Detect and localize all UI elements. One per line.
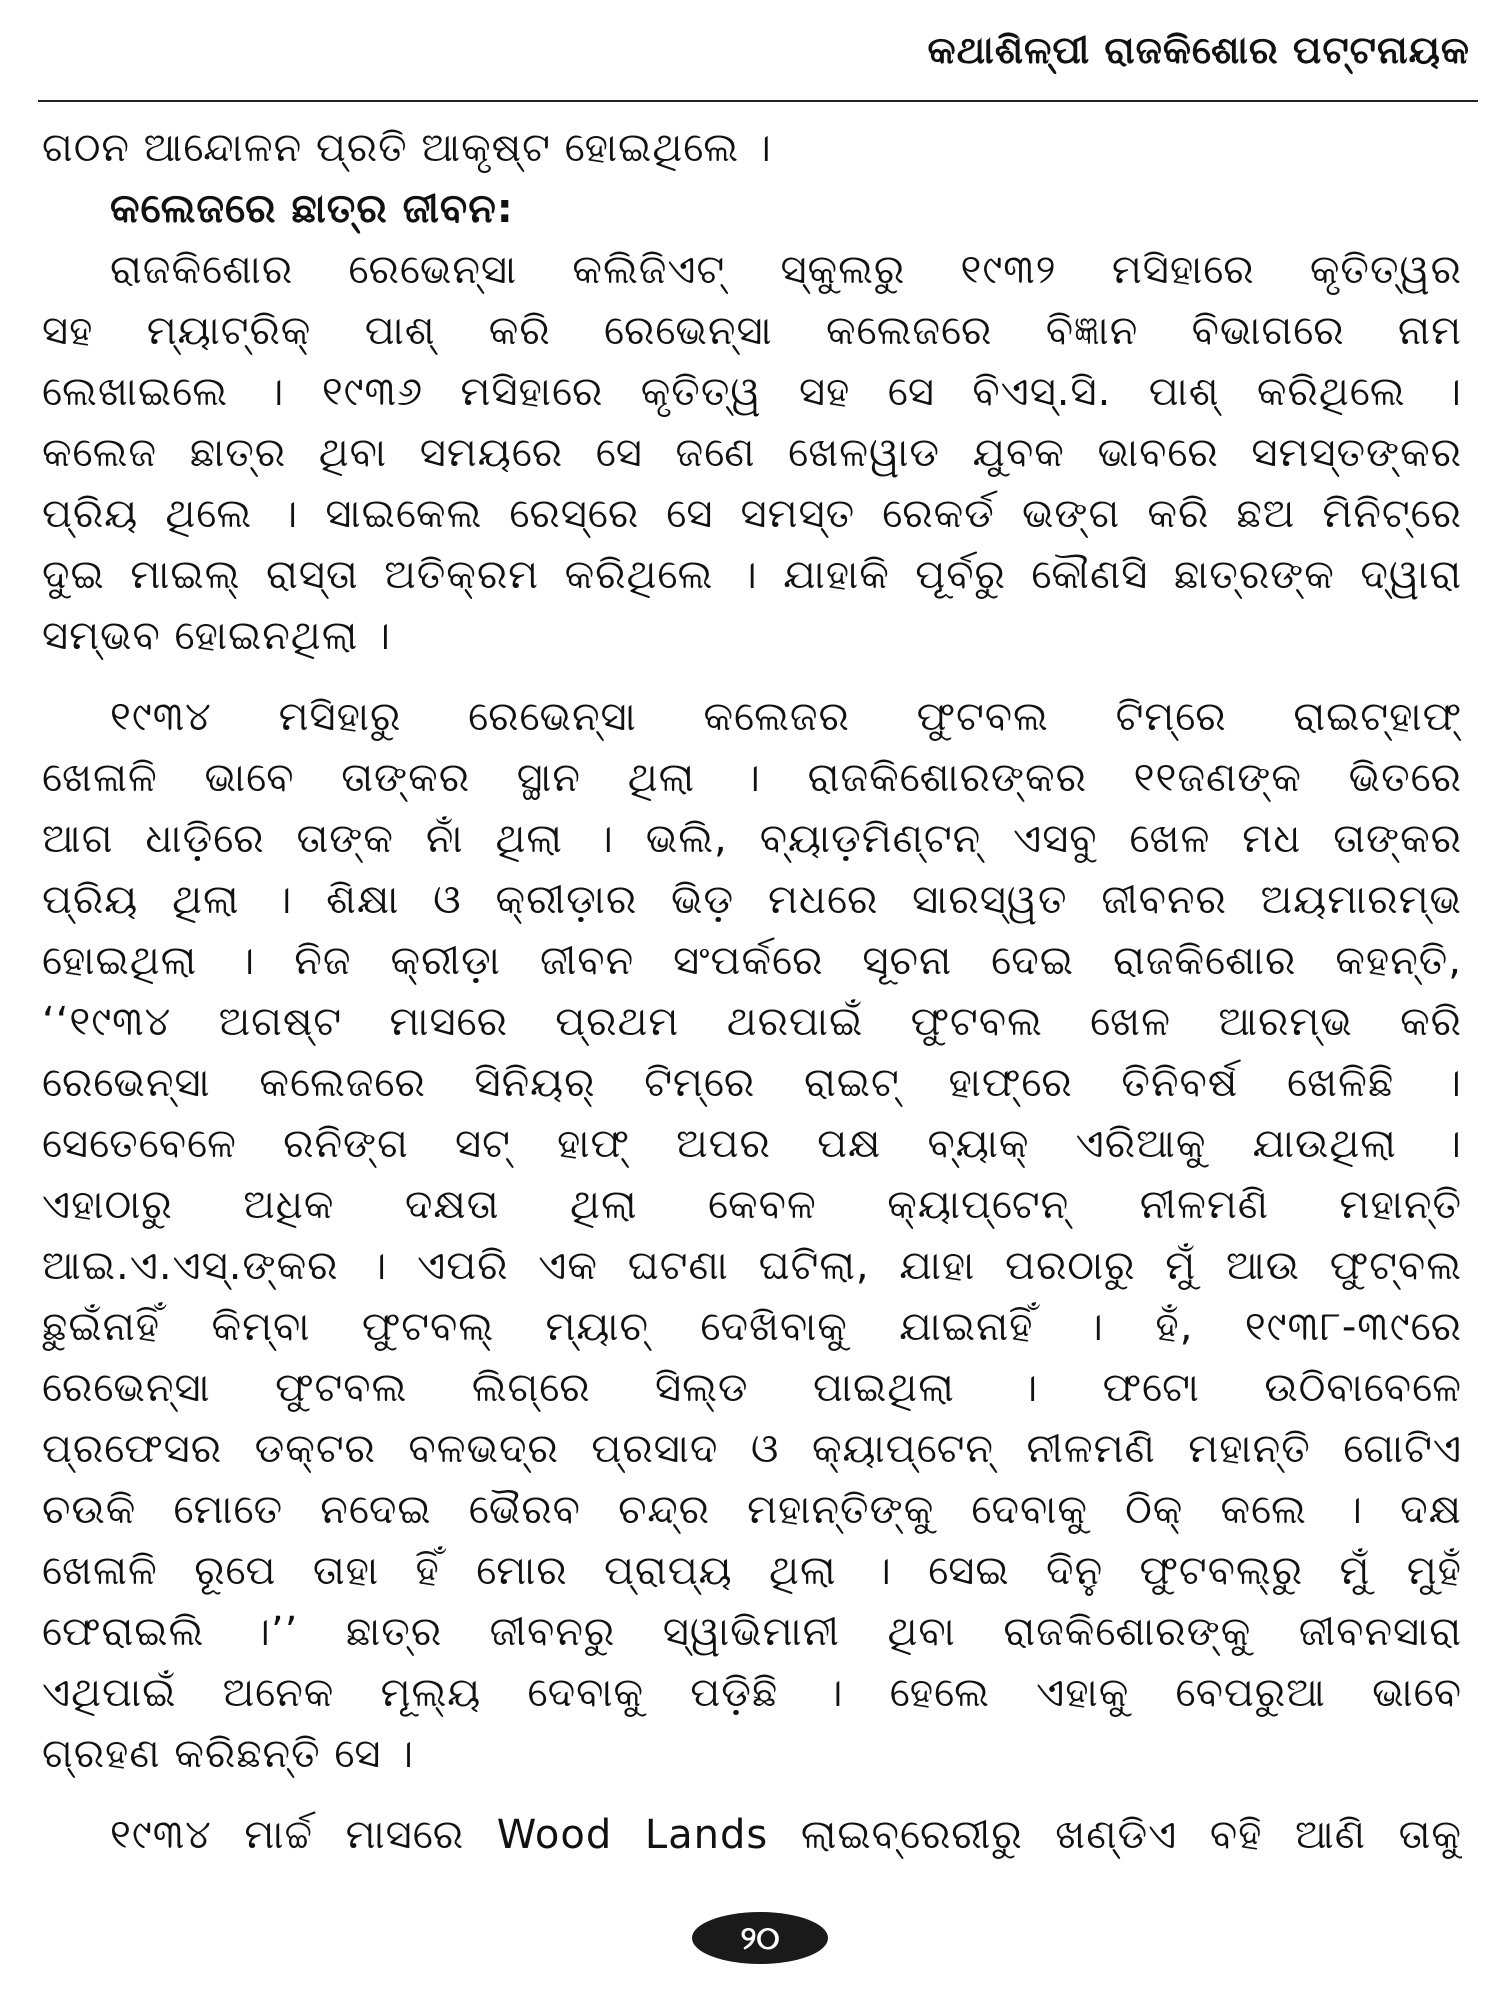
text-line: ସହ ମ୍ୟାଟ୍ରିକ୍ ପାଶ୍ କରି ରେଭେନ୍‌ସା କଲେଜରେ ବିଜ୍ଞାନ ବିଭାଗରେ ନାମ: [42, 308, 1462, 354]
text-line: ଏହାଠାରୁ ଅଧିକ ଦକ୍ଷତା ଥିଲା କେବଳ କ୍ୟାପ୍‌ଟେନ୍ ନୀଳମଣି ମହାନ୍ତି: [42, 1182, 1462, 1228]
text-line: ସମ୍ଭବ ହୋଇନଥିଲା ।: [42, 613, 391, 659]
text-line: ଏଥିପାଇଁ ଅନେକ ମୂଲ୍ୟ ଦେବାକୁ ପଡ଼ିଛି । ହେଲେ ଏହାକୁ ବେପରୁଆ ଭାବେ: [42, 1670, 1462, 1716]
text-line: କଲେଜ ଛାତ୍ର ଥିବା ସମୟରେ ସେ ଜଣେ ଖେଳୱାଡ ଯୁବକ ଭାବରେ ସମସ୍ତଙ୍କର: [42, 430, 1462, 476]
paragraph-gap: [42, 1785, 1462, 1805]
text-line: ଛୁଇଁନାହିଁ କିମ୍ବା ଫୁଟବଲ୍ ମ୍ୟାଚ୍ ଦେଖିବାକୁ ଯାଇନାହିଁ । ହଁ, ୧୯୩୮-୩୯ରେ: [42, 1304, 1462, 1350]
section-heading: କଲେଜରେ ଛାତ୍ର ଜୀବନ:: [110, 186, 514, 232]
page-number-badge: ୨୦: [692, 1912, 828, 1964]
text-line: ଆଗ ଧାଡ଼ିରେ ତାଙ୍କ ନାଁ ଥିଲା । ଭଲି, ବ୍ୟାଡ଼ମିଣ୍ଟନ୍ ଏସବୁ ଖେଳ ମଧ ତାଙ୍କର: [42, 816, 1462, 862]
body-text: [42, 118, 1462, 1866]
text-line: ପ୍ରିୟ ଥିଲେ । ସାଇକେଲ ରେସ୍‌ରେ ସେ ସମସ୍ତ ରେକର୍ଡ ଭଙ୍ଗ କରି ଛଅ ମିନିଟ୍‌ରେ: [42, 491, 1462, 537]
text-line: ଦୁଇ ମାଇଲ୍ ରାସ୍ତା ଅତିକ୍ରମ କରିଥିଲେ । ଯାହାକି ପୂର୍ବରୁ କୌଣସି ଛାତ୍ରଙ୍କ ଦ୍ୱାରା: [42, 552, 1462, 598]
text-line: ଲେଖାଇଲେ । ୧୯୩୬ ମସିହାରେ କୃତିତ୍ୱ ସହ ସେ ବିଏସ୍.ସି. ପାଶ୍ କରିଥିଲେ ।: [42, 369, 1462, 415]
paragraph-gap: [42, 667, 1462, 687]
text-line: ହୋଇଥିଲା । ନିଜ କ୍ରୀଡ଼ା ଜୀବନ ସଂପର୍କରେ ସୂଚନା ଦେଇ ରାଜକିଶୋର କହନ୍ତି,: [42, 938, 1462, 984]
running-header: କଥାଶିଳ୍ପୀ ରାଜକିଶୋର ପଟ୍ଟନାୟକ: [927, 28, 1470, 72]
text-line: ପ୍ରଫେସର ଡକ୍ଟର ବଳଭଦ୍ର ପ୍ରସାଦ ଓ କ୍ୟାପ୍‌ଟେନ୍ ନୀଳମଣି ମହାନ୍ତି ଗୋଟିଏ: [42, 1426, 1462, 1472]
text-line: ଗଠନ ଆନ୍ଦୋଳନ ପ୍ରତି ଆକୃଷ୍ଟ ହୋଇଥିଲେ ।: [42, 125, 772, 171]
text-line: ରେଭେନ୍‌ସା କଲେଜରେ ସିନିୟର୍ ଟିମ୍‌ରେ ରାଇଟ୍ ହାଫ୍‌ରେ ତିନିବର୍ଷ ଖେଳିଛି ।: [42, 1060, 1462, 1106]
text-line: ଖେଳାଳି ରୂପେ ତାହା ହିଁ ମୋର ପ୍ରାପ୍ୟ ଥିଲା । ସେଇ ଦିନୁ ଫୁଟବଲ୍‌ରୁ ମୁଁ ମୁହଁ: [42, 1548, 1462, 1594]
text-line: ‘‘୧୯୩୪ ଅଗଷ୍ଟ ମାସରେ ପ୍ରଥମ ଥରପାଇଁ ଫୁଟବଲ ଖେଳ ଆରମ୍ଭ କରି: [42, 999, 1462, 1045]
text-line: ଫେରାଇଲି ।’’ ଛାତ୍ର ଜୀବନରୁ ସ୍ୱାଭିମାନୀ ଥିବା ରାଜକିଶୋରଙ୍କୁ ଜୀବନସାରା: [42, 1609, 1462, 1655]
header-rule: [38, 100, 1478, 102]
text-line: ଗ୍ରହଣ କରିଛନ୍ତି ସେ ।: [42, 1731, 415, 1777]
text-line: ପ୍ରିୟ ଥିଲା । ଶିକ୍ଷା ଓ କ୍ରୀଡ଼ାର ଭିଡ଼ ମଧରେ ସାରସ୍ୱତ ଜୀବନର ଅୟମାରମ୍ଭ: [42, 877, 1462, 923]
text-line: ସେତେବେଳେ ରନିଙ୍ଗ ସଟ୍ ହାଫ୍ ଅପର ପକ୍ଷ ବ୍ୟାକ୍ ଏରିଆକୁ ଯାଉଥିଲା ।: [42, 1121, 1462, 1167]
text-line: ଚଉକି ମୋତେ ନଦେଇ ଭୈରବ ଚନ୍ଦ୍ର ମହାନ୍ତିଙ୍କୁ ଦେବାକୁ ଠିକ୍ କଲେ । ଦକ୍ଷ: [42, 1487, 1462, 1533]
text-line: ରେଭେନ୍‌ସା ଫୁଟବଲ ଲିଗ୍‌ରେ ସିଲ୍‌ଡ ପାଇଥିଲା । ଫଟୋ ଉଠିବାବେଳେ: [42, 1365, 1462, 1411]
text-line: ଖେଳାଳି ଭାବେ ତାଙ୍କର ସ୍ଥାନ ଥିଲା । ରାଜକିଶୋରଙ୍କର ୧୧ଜଣଙ୍କ ଭିତରେ: [42, 755, 1462, 801]
text-line: ୧୯୩୪ ମାର୍ଚ୍ଚ ମାସରେ Wood Lands ଲାଇବ୍ରେରୀରୁ ଖଣ୍ଡିଏ ବହି ଆଣି ତାକୁ: [110, 1812, 1462, 1858]
text-line: ୧୯୩୪ ମସିହାରୁ ରେଭେନ୍‌ସା କଲେଜର ଫୁଟବଲ ଟିମ୍‌ରେ ରାଇଟ୍‌ହାଫ୍: [110, 694, 1462, 740]
text-line: ରାଜକିଶୋର ରେଭେନ୍‌ସା କଲିଜିଏଟ୍ ସ୍କୁଲରୁ ୧୯୩୨ ମସିହାରେ କୃତିତ୍ୱର: [110, 247, 1462, 293]
text-line: ଆଇ.ଏ.ଏସ୍.ଙ୍କର । ଏପରି ଏକ ଘଟଣା ଘଟିଲା, ଯାହା ପରଠାରୁ ମୁଁ ଆଉ ଫୁଟ୍‌ବଲ: [42, 1243, 1462, 1289]
